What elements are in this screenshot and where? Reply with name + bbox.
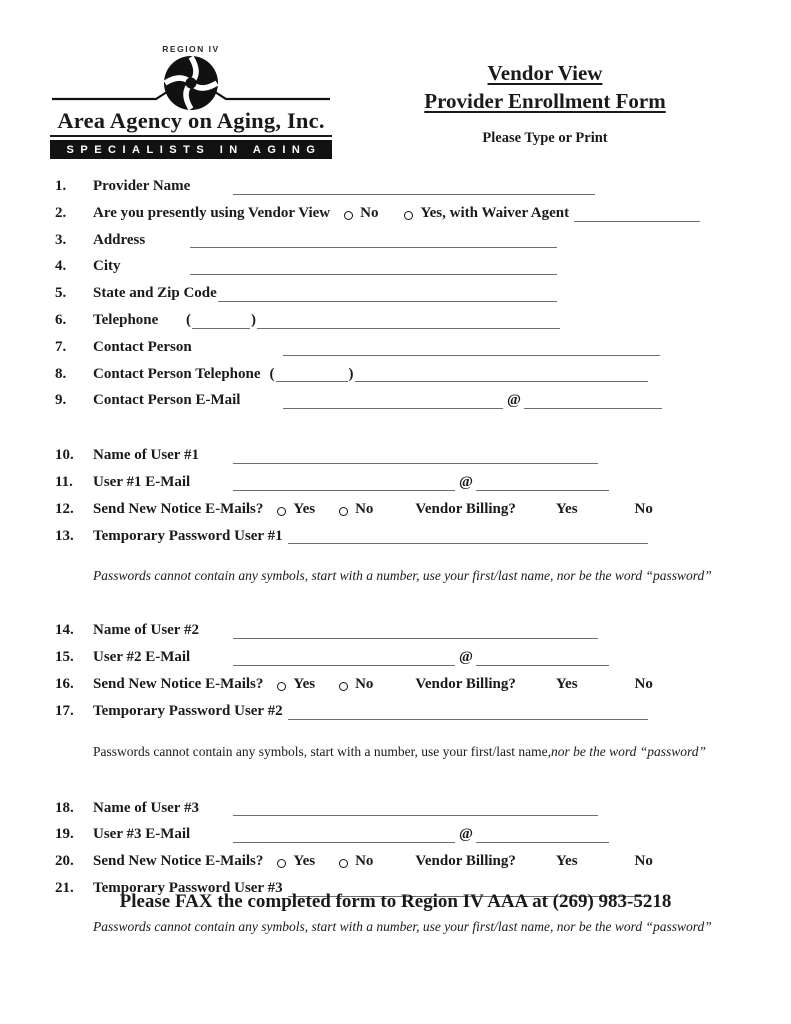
item-number: 3. xyxy=(55,231,67,248)
contact-area-code-open-paren: ( xyxy=(269,365,275,382)
user3-name-blank-line xyxy=(233,804,598,816)
telephone-blank-line xyxy=(257,317,560,329)
email-local-blank-line xyxy=(233,831,455,843)
at-symbol: @ xyxy=(459,826,473,843)
email-local-blank-line xyxy=(233,479,455,491)
contact-area-code-close-paren: ) xyxy=(348,365,354,382)
region-iv-knot-icon xyxy=(50,54,332,112)
row-contact-person xyxy=(55,329,700,356)
using-vendor-view-label: Are you presently using Vendor View xyxy=(93,204,331,221)
vendor-billing-label: Vendor Billing? xyxy=(415,500,516,517)
user1-name-label: Name of User #1 xyxy=(93,447,199,464)
billing-yes-label: Yes xyxy=(555,500,578,517)
row-provider-name xyxy=(55,168,700,195)
item-number: 13. xyxy=(55,527,74,544)
no-option-label: No xyxy=(355,500,374,517)
row-contact-person-email xyxy=(55,382,700,409)
row-user1-notices xyxy=(55,491,700,518)
send-notices-label: Send New Notice E-Mails? xyxy=(93,676,264,692)
no-radio-icon xyxy=(339,507,348,516)
no-radio-icon xyxy=(339,859,348,868)
item-number: 2. xyxy=(55,204,67,221)
email-domain-blank-line xyxy=(476,654,609,666)
item-number: 6. xyxy=(55,312,67,329)
contact-person-label: Contact Person xyxy=(93,338,192,355)
item-number: 7. xyxy=(55,338,67,355)
user1-email-label: User #1 E-Mail xyxy=(93,474,191,491)
org-name: Area Agency on Aging, Inc. xyxy=(50,108,332,137)
password-rules-note: Passwords cannot contain any symbols, start with a number, use your first/last name, nor be the word “password” xyxy=(93,918,712,934)
row-address xyxy=(55,222,700,249)
row-user2-email xyxy=(55,639,700,666)
password-rules-note: Passwords cannot contain any symbols, start with a number, use your first/last name, nor be the word “password” xyxy=(93,743,707,759)
yes-radio-icon xyxy=(277,682,286,691)
item-number: 14. xyxy=(55,622,74,639)
address-blank-line xyxy=(190,236,557,248)
billing-no-label: No xyxy=(634,676,653,692)
row-user3-notices xyxy=(55,843,700,870)
row-state-zip xyxy=(55,275,700,302)
yes-waiver-agent-label: Yes, with Waiver Agent xyxy=(420,204,570,221)
user2-name-label: Name of User #2 xyxy=(93,622,199,639)
address-label: Address xyxy=(93,231,146,248)
agency-logo-block xyxy=(50,44,332,159)
area-code-open-paren: ( xyxy=(186,312,191,329)
area-code-blank-line xyxy=(192,317,250,329)
user2-email-label: User #2 E-Mail xyxy=(93,649,191,666)
region-iv-label: REGION IV xyxy=(162,44,220,54)
yes-option-label: Yes xyxy=(293,853,316,870)
vendor-billing-label: Vendor Billing? xyxy=(415,676,516,692)
form-title-line2: Provider Enrollment Form xyxy=(424,88,666,113)
form-title-line1: Vendor View xyxy=(487,61,603,85)
row-using-vendor-view xyxy=(55,195,700,222)
user3-password-label: Temporary Password User #3 xyxy=(93,879,283,896)
type-or-print-instruction: Please Type or Print xyxy=(482,130,608,147)
provider-name-blank-line xyxy=(233,183,595,195)
email-domain-blank-line xyxy=(476,479,609,491)
yes-radio-icon xyxy=(277,859,286,868)
fax-instruction: Please FAX the completed form to Region IV AAA at (269) 983-5218 xyxy=(119,891,672,912)
user1-password-blank-line xyxy=(288,532,648,544)
yes-option-label: Yes xyxy=(293,500,316,517)
user2-password-label: Temporary Password User #2 xyxy=(93,702,283,719)
billing-no-label: No xyxy=(634,500,653,517)
row-telephone xyxy=(55,302,700,329)
password-rules-note: Passwords cannot contain any symbols, start with a number, use your first/last name, nor be the word “password” xyxy=(93,568,712,584)
user1-name-blank-line xyxy=(233,452,598,464)
contact-person-telephone-label: Contact Person Telephone xyxy=(93,365,261,382)
contact-person-blank-line xyxy=(283,344,660,356)
item-number: 20. xyxy=(55,853,74,870)
user2-password-blank-line xyxy=(288,708,648,720)
city-label: City xyxy=(93,258,121,275)
item-number: 5. xyxy=(55,285,67,302)
billing-yes-label: Yes xyxy=(555,676,578,692)
send-notices-label: Send New Notice E-Mails? xyxy=(93,853,264,870)
area-code-close-paren: ) xyxy=(251,312,256,329)
item-number: 10. xyxy=(55,447,74,464)
item-number: 19. xyxy=(55,826,74,843)
email-domain-blank-line xyxy=(524,397,662,409)
at-symbol: @ xyxy=(507,392,521,409)
item-number: 18. xyxy=(55,799,74,816)
contact-telephone-blank-line xyxy=(355,370,648,382)
yes-option-label: Yes xyxy=(293,676,316,692)
row-user1-password xyxy=(55,518,700,545)
no-option-label: No xyxy=(355,676,374,692)
row-contact-person-telephone xyxy=(55,356,700,383)
user1-password-label: Temporary Password User #1 xyxy=(93,527,283,544)
item-number: 15. xyxy=(55,649,74,666)
item-number: 21. xyxy=(55,879,74,896)
vendor-billing-label: Vendor Billing? xyxy=(415,853,516,870)
form-body xyxy=(55,168,712,935)
no-option-label: No xyxy=(360,204,379,221)
user2-name-blank-line xyxy=(233,627,598,639)
row-user2-name xyxy=(55,612,700,639)
row-city xyxy=(55,248,700,275)
state-zip-blank-line xyxy=(218,290,557,302)
email-domain-blank-line xyxy=(476,831,609,843)
no-radio-icon xyxy=(339,682,348,691)
provider-name-label: Provider Name xyxy=(93,178,191,195)
city-blank-line xyxy=(190,263,557,275)
yes-radio-icon xyxy=(404,211,413,220)
item-number: 4. xyxy=(55,258,67,275)
contact-person-email-label: Contact Person E-Mail xyxy=(93,392,241,409)
row-user1-name xyxy=(55,437,700,464)
no-radio-icon xyxy=(344,211,353,220)
item-number: 12. xyxy=(55,500,74,517)
item-number: 1. xyxy=(55,178,67,195)
row-user2-notices xyxy=(55,666,700,693)
item-number: 16. xyxy=(55,676,74,692)
telephone-label: Telephone xyxy=(93,312,159,329)
at-symbol: @ xyxy=(459,649,473,666)
billing-yes-label: Yes xyxy=(555,853,578,870)
row-user1-email xyxy=(55,464,700,491)
send-notices-label: Send New Notice E-Mails? xyxy=(93,500,264,517)
yes-radio-icon xyxy=(277,507,286,516)
user3-email-label: User #3 E-Mail xyxy=(93,826,191,843)
user3-name-label: Name of User #3 xyxy=(93,799,199,816)
billing-no-label: No xyxy=(634,853,653,870)
item-number: 11. xyxy=(55,474,73,491)
form-title-block xyxy=(388,60,702,147)
item-number: 17. xyxy=(55,702,74,719)
no-option-label: No xyxy=(355,853,374,870)
state-zip-label: State and Zip Code xyxy=(93,285,217,302)
item-number: 8. xyxy=(55,365,67,382)
contact-area-code-blank-line xyxy=(276,370,348,382)
org-tagline: SPECIALISTS IN AGING xyxy=(50,140,332,159)
item-number: 9. xyxy=(55,392,67,409)
email-local-blank-line xyxy=(233,654,455,666)
row-user2-password xyxy=(55,693,700,720)
row-user3-email xyxy=(55,816,700,843)
at-symbol: @ xyxy=(459,474,473,491)
email-local-blank-line xyxy=(283,397,503,409)
waiver-agent-blank-line xyxy=(574,210,700,222)
row-user3-name xyxy=(55,790,700,817)
